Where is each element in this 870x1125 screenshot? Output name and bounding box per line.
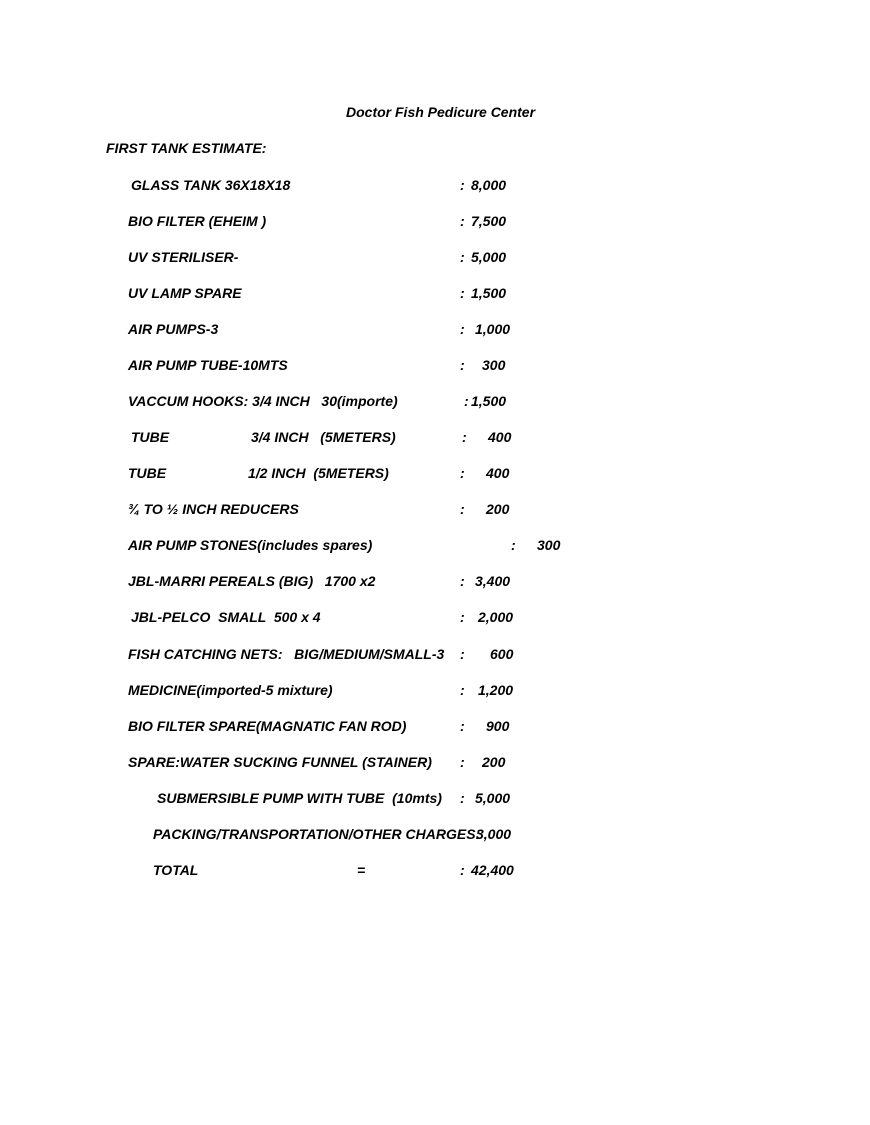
item-colon: :	[460, 790, 465, 806]
item-colon: :	[460, 682, 465, 698]
item-label: SUBMERSIBLE PUMP WITH TUBE (10mts)	[157, 790, 442, 806]
item-amount: 300	[482, 357, 506, 373]
item-label: VACCUM HOOKS: 3/4 INCH 30(importe)	[128, 393, 398, 409]
item-amount: 7,500	[471, 213, 507, 229]
item-amount: 600	[490, 646, 514, 662]
item-label: JBL-MARRI PEREALS (BIG) 1700 x2	[128, 573, 376, 589]
item-label: UV LAMP SPARE	[128, 285, 242, 301]
item-colon: :	[511, 537, 516, 553]
item-label: JBL-PELCO SMALL 500 x 4	[131, 609, 321, 625]
item-amount: 3,000	[476, 826, 512, 842]
item-label: AIR PUMP TUBE-10MTS	[128, 357, 288, 373]
item-amount: 200	[486, 501, 510, 517]
item-label: FISH CATCHING NETS: BIG/MEDIUM/SMALL-3	[128, 646, 445, 662]
item-label: AIR PUMPS-3	[128, 321, 219, 337]
item-colon: :	[460, 249, 465, 265]
item-label: PACKING/TRANSPORTATION/OTHER CHARGES:	[153, 826, 481, 842]
item-colon: :	[460, 646, 465, 662]
item-amount: 1,200	[478, 682, 514, 698]
item-amount: 5,000	[471, 249, 507, 265]
item-colon: :	[460, 321, 465, 337]
item-colon: :	[460, 213, 465, 229]
total-colon: :	[460, 862, 465, 878]
item-colon: :	[460, 718, 465, 734]
item-spec: 3/4 INCH (5METERS)	[251, 429, 396, 445]
item-colon: :	[464, 393, 469, 409]
item-colon: :	[460, 357, 465, 373]
item-amount: 200	[482, 754, 506, 770]
item-label: BIO FILTER (EHEIM )	[128, 213, 267, 229]
total-equals: =	[357, 862, 366, 878]
item-amount: 2,000	[478, 609, 514, 625]
item-amount: 400	[488, 429, 512, 445]
item-label: MEDICINE(imported-5 mixture)	[128, 682, 333, 698]
item-label: GLASS TANK 36X18X18	[131, 177, 291, 193]
item-amount: 1,000	[475, 321, 511, 337]
item-amount: 3,400	[475, 573, 511, 589]
section-heading: FIRST TANK ESTIMATE:	[106, 140, 267, 156]
item-colon: :	[460, 501, 465, 517]
item-amount: 300	[537, 537, 561, 553]
item-label: AIR PUMP STONES(includes spares)	[128, 537, 373, 553]
item-amount: 1,500	[471, 285, 507, 301]
item-label: UV STERILISER-	[128, 249, 239, 265]
item-spec: 1/2 INCH (5METERS)	[248, 465, 389, 481]
item-colon: :	[462, 429, 467, 445]
item-colon: :	[460, 465, 465, 481]
item-colon: :	[460, 285, 465, 301]
total-label: TOTAL	[153, 862, 199, 878]
item-label: SPARE:WATER SUCKING FUNNEL (STAINER)	[128, 754, 432, 770]
item-label: TUBE	[128, 465, 167, 481]
item-label: BIO FILTER SPARE(MAGNATIC FAN ROD)	[128, 718, 407, 734]
item-amount: 900	[486, 718, 510, 734]
total-amount: 42,400	[471, 862, 514, 878]
item-colon: :	[460, 177, 465, 193]
item-label: ¾ TO ½ INCH REDUCERS	[128, 501, 299, 517]
item-colon: :	[460, 754, 465, 770]
item-colon: :	[460, 609, 465, 625]
document-title: Doctor Fish Pedicure Center	[346, 104, 536, 120]
item-label: TUBE	[131, 429, 170, 445]
item-colon: :	[460, 573, 465, 589]
item-amount: 400	[486, 465, 510, 481]
item-amount: 5,000	[475, 790, 511, 806]
item-amount: 1,500	[471, 393, 507, 409]
item-amount: 8,000	[471, 177, 507, 193]
